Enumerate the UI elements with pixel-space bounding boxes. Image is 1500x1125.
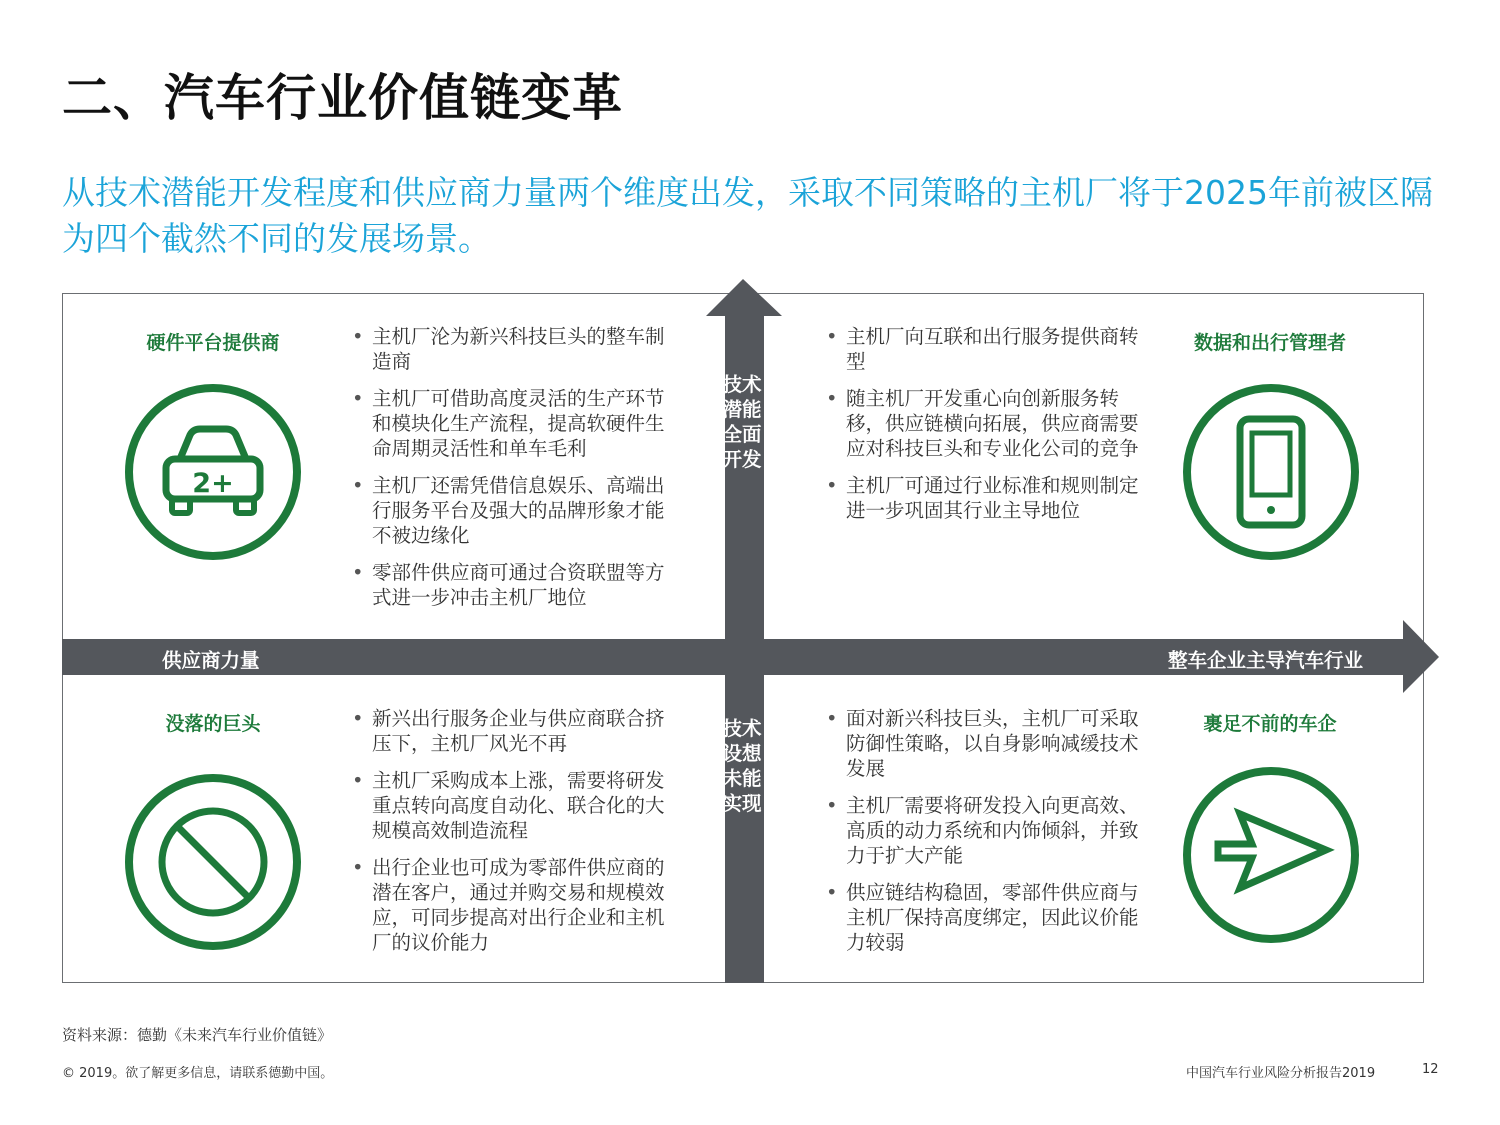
page-subtitle: 从技术潜能开发程度和供应商力量两个维度出发，采取不同策略的主机厂将于2025年前被区隔为四个截然不同的发展场景。 [62, 173, 1433, 258]
list-item: • 主机厂沦为新兴科技巨头的整车制造商 [350, 324, 680, 374]
quadrant-title-top-left: 硬件平台提供商 [146, 332, 280, 354]
list-item: • 主机厂可通过行业标准和规则制定进一步巩固其行业主导地位 [824, 473, 1154, 523]
axis-label-horizontal-right: 整车企业主导汽车行业 [1168, 649, 1364, 672]
smartphone-icon [1180, 381, 1362, 567]
bullet-list-bottom-left [350, 706, 680, 967]
quadrant-title-bottom-left: 没落的巨头 [165, 713, 261, 735]
bullet-list-bottom-right [824, 706, 1154, 967]
list-item: • 供应链结构稳固，零部件供应商与主机厂保持高度绑定，因此议价能力较弱 [824, 880, 1154, 955]
bullet-list-top-right [824, 324, 1154, 535]
navigation-arrow-icon [1180, 764, 1362, 950]
list-item: • 面对新兴科技巨头，主机厂可采取防御性策略，以自身影响减缓技术发展 [824, 706, 1154, 781]
car-icon [122, 381, 304, 567]
prohibited-icon [122, 771, 304, 957]
bullet-list-top-left [350, 324, 680, 622]
list-item: • 主机厂还需凭借信息娱乐、高端出行服务平台及强大的品牌形象才能不被边缘化 [350, 473, 680, 548]
list-item: • 出行企业也可成为零部件供应商的潜在客户，通过并购交易和规模效应，可同步提高对出行企业和主机厂的议价能力 [350, 855, 680, 955]
source-note: 资料来源：德勤《未来汽车行业价值链》 [62, 1026, 333, 1044]
list-item: • 随主机厂开发重心向创新服务转移，供应链横向拓展，供应商需要应对科技巨头和专业化公司的竞争 [824, 386, 1154, 461]
quadrant-title-bottom-right: 裹足不前的车企 [1203, 713, 1337, 735]
report-name: 中国汽车行业风险分析报告2019 [1186, 1066, 1376, 1081]
page-title: 二、汽车行业价值链变革 [62, 69, 623, 127]
axis-label-vertical-bottom: 技术设想未能实现 [722, 717, 762, 815]
list-item: • 零部件供应商可通过合资联盟等方式进一步冲击主机厂地位 [350, 560, 680, 610]
list-item: • 主机厂需要将研发投入向更高效、高质的动力系统和内饰倾斜，并致力于扩大产能 [824, 793, 1154, 868]
list-item: • 新兴出行服务企业与供应商联合挤压下，主机厂风光不再 [350, 706, 680, 756]
list-item: • 主机厂可借助高度灵活的生产环节和模块化生产流程，提高软硬件生命周期灵活性和单车毛利 [350, 386, 680, 461]
quadrant-title-top-right: 数据和出行管理者 [1193, 332, 1346, 354]
list-item: • 主机厂向互联和出行服务提供商转型 [824, 324, 1154, 374]
axis-label-vertical-top: 技术潜能全面开发 [722, 373, 762, 471]
car-icon-label: 2+ [192, 468, 234, 499]
list-item: • 主机厂采购成本上涨，需要将研发重点转向高度自动化、联合化的大规模高效制造流程 [350, 768, 680, 843]
page-number: 12 [1422, 1062, 1439, 1077]
axis-label-horizontal-left: 供应商力量 [162, 649, 260, 672]
copyright-note: © 2019。欲了解更多信息，请联系德勤中国。 [62, 1066, 334, 1081]
